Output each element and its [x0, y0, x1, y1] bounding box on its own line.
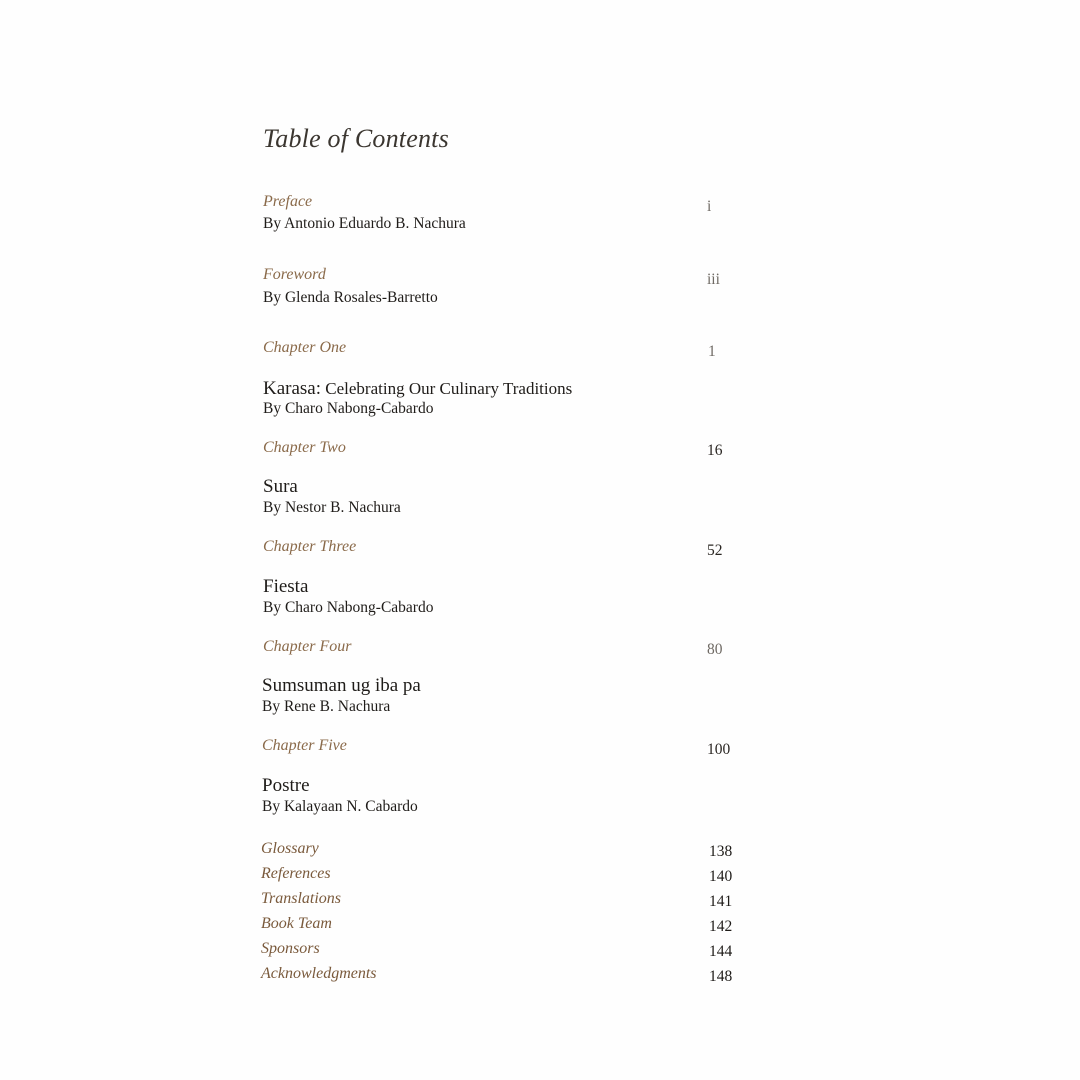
toc-author-foreword: By Glenda Rosales-Barretto — [263, 289, 438, 306]
toc-label-chapter-two: Chapter Two — [263, 439, 346, 456]
toc-page-sponsors: 144 — [709, 943, 733, 960]
toc-author-chapter-five: By Kalayaan N. Cabardo — [262, 798, 418, 815]
toc-title-chapter-two: Sura — [263, 476, 298, 497]
toc-page-preface: i — [707, 198, 712, 215]
toc-page-book-team: 142 — [709, 918, 733, 935]
toc-page-chapter-two: 16 — [707, 442, 723, 459]
toc-page-chapter-four: 80 — [707, 641, 723, 658]
toc-label-references: References — [261, 865, 331, 882]
toc-page-chapter-one: 1 — [708, 343, 716, 360]
toc-page-chapter-five: 100 — [707, 741, 731, 758]
toc-author-chapter-one: By Charo Nabong-Cabardo — [263, 400, 434, 417]
toc-title-chapter-three: Fiesta — [263, 576, 309, 597]
toc-label-chapter-five: Chapter Five — [262, 737, 347, 754]
toc-page-chapter-three: 52 — [707, 542, 723, 559]
toc-page-acknowledgments: 148 — [709, 968, 733, 985]
toc-label-foreword: Foreword — [263, 266, 326, 283]
toc-title-chapter-five: Postre — [262, 775, 310, 796]
toc-title-chapter-one — [263, 378, 572, 400]
toc-page-foreword: iii — [707, 271, 720, 288]
toc-title-main: Karasa: — [263, 378, 322, 399]
toc-page-glossary: 138 — [709, 843, 733, 860]
toc-title-chapter-four: Sumsuman ug iba pa — [262, 675, 421, 696]
toc-author-chapter-two: By Nestor B. Nachura — [263, 499, 401, 516]
toc-label-chapter-three: Chapter Three — [263, 538, 357, 555]
toc-author-chapter-four: By Rene B. Nachura — [262, 698, 391, 715]
toc-label-chapter-one: Chapter One — [263, 339, 347, 356]
toc-label-chapter-four: Chapter Four — [263, 638, 352, 655]
toc-page-translations: 141 — [709, 893, 733, 910]
toc-label-glossary: Glossary — [261, 840, 319, 857]
toc-label-translations: Translations — [261, 890, 342, 907]
page-title: Table of Contents — [263, 124, 449, 153]
toc-page-references: 140 — [709, 868, 733, 885]
toc-author-chapter-three: By Charo Nabong-Cabardo — [263, 599, 434, 616]
toc-label-book-team: Book Team — [261, 915, 332, 932]
toc-label-preface: Preface — [263, 193, 313, 210]
toc-label-sponsors: Sponsors — [261, 940, 320, 957]
toc-author-preface: By Antonio Eduardo B. Nachura — [263, 215, 466, 232]
toc-title-subtitle: Celebrating Our Culinary Traditions — [321, 379, 573, 398]
toc-label-acknowledgments: Acknowledgments — [261, 965, 377, 982]
